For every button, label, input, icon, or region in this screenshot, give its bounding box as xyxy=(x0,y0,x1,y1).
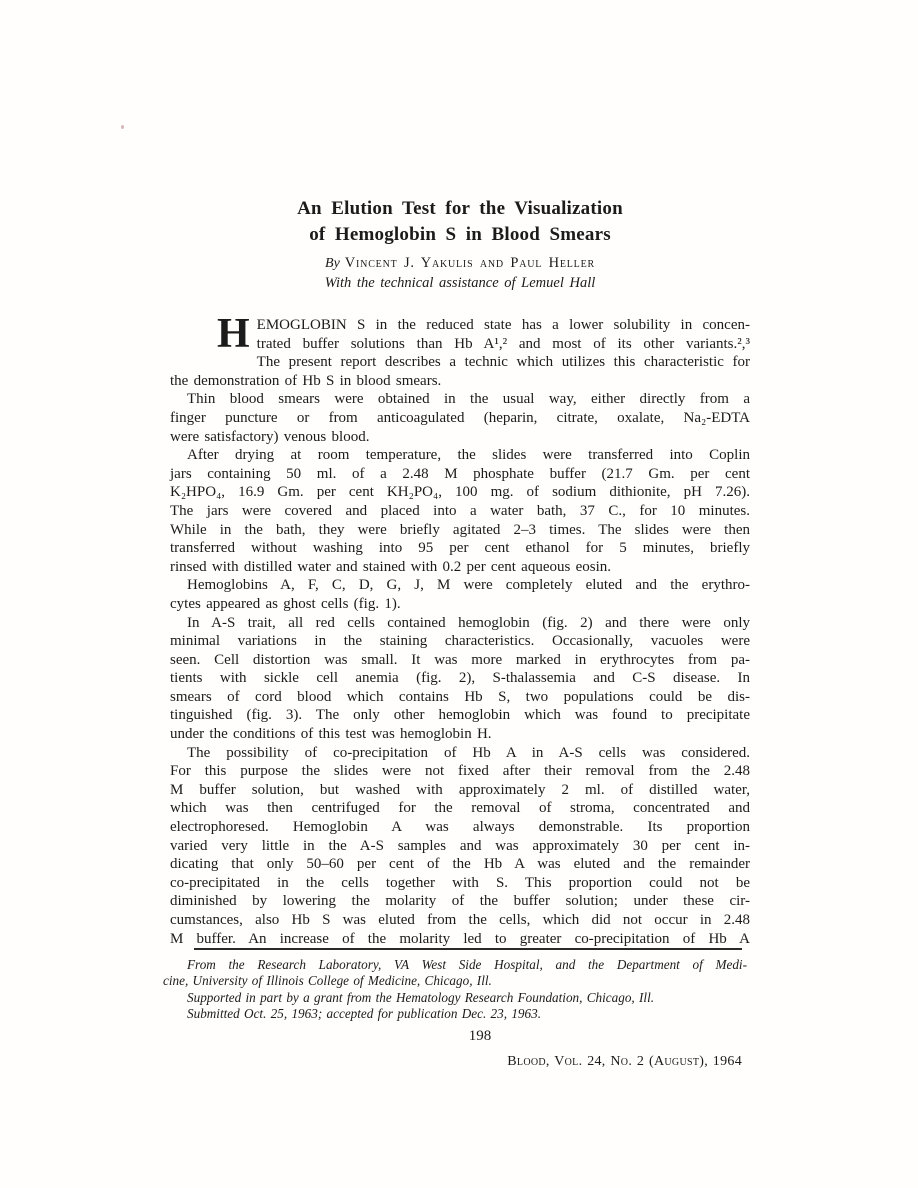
paragraph xyxy=(170,446,750,576)
page-number: 198 xyxy=(468,1028,492,1044)
text-line: rinsed with distilled water and stained with 0.2 per cent aqueous eosin. xyxy=(170,558,611,575)
footnote-divider-rule xyxy=(194,948,742,950)
footnote xyxy=(163,957,747,1022)
text-line: under the conditions of this test was hemoglobin H. xyxy=(170,726,492,743)
journal-citation: Blood, Vol. 24, No. 2 (August), 1964 xyxy=(507,1054,742,1069)
text-line: the demonstration of Hb S in blood smears. xyxy=(170,372,442,389)
article-title xyxy=(169,196,751,248)
paragraph xyxy=(163,990,747,1006)
paragraph xyxy=(170,614,750,744)
text-line: dicating that only 50–60 per cent of the Hb A was eluted and the remainder xyxy=(170,856,750,873)
byline-authors: Vincent J. Yakulis and Paul Heller xyxy=(344,255,595,271)
text-line: Supported in part by a grant from the Hematology Research Foundation, Chicago, Ill. xyxy=(187,989,655,1005)
article-title-line1: An Elution Test for the Visualization xyxy=(297,198,623,219)
paragraph xyxy=(170,311,750,390)
text-line: After drying at room temperature, the slides were transferred into Coplin xyxy=(187,447,750,464)
text-line: Submitted Oct. 25, 1963; accepted for publication Dec. 23, 1963. xyxy=(187,1005,542,1021)
paragraph xyxy=(170,744,750,949)
text-line: The possibility of co-precipitation of Hb A in A-S cells was considered. xyxy=(187,744,750,761)
text-line: diminished by lowering the molarity of the buffer solution; under these cir- xyxy=(170,893,750,910)
text-line: cumstances, also Hb S was eluted from the cells, which did not occur in 2.48 xyxy=(170,912,750,928)
text-line: finger puncture or from anticoagulated (heparin, citrate, oxalate, Na₂-EDTA xyxy=(170,409,750,426)
text-line: trated buffer solutions than Hb A¹,² and most of its other variants.²,³ xyxy=(256,335,750,352)
text-line: jars containing 50 ml. of a 2.48 M phosphate buffer (21.7 Gm. per cent xyxy=(170,465,750,482)
text-line: M buffer. An increase of the molarity led to greater co-precipitation of Hb A xyxy=(170,930,750,947)
paragraph xyxy=(170,576,750,613)
text-line: which was then centrifuged for the removal of stroma, concentrated and xyxy=(170,800,750,817)
byline xyxy=(169,255,751,272)
text-line: cine, University of Illinois College of Medicine, Chicago, Ill. xyxy=(163,973,492,989)
text-line: The jars were covered and placed into a water bath, 37 C., for 10 minutes. xyxy=(170,502,750,519)
article-title-line2: of Hemoglobin S in Blood Smears xyxy=(309,224,611,245)
text-line: smears of cord blood which contains Hb S, two populations could be dis- xyxy=(170,688,750,705)
paragraph xyxy=(170,390,750,446)
text-line: From the Research Laboratory, VA West Side Hospital, and the Department of Medi- xyxy=(187,957,747,972)
byline-prefix: By xyxy=(325,256,340,271)
text-line: K₂HPO₄, 16.9 Gm. per cent KH₂PO₄, 100 mg. of sodium dithionite, pH 7.26). xyxy=(170,484,750,501)
text-line: co-precipitated in the cells together with S. This proportion could not be xyxy=(170,874,750,891)
text-line: seen. Cell distortion was small. It was more marked in erythrocytes from pa- xyxy=(170,651,750,668)
text-line: For this purpose the slides were not fixed after their removal from the 2.48 xyxy=(170,763,750,780)
text-line: The present report describes a technic which utilizes this characteristic for xyxy=(256,354,750,371)
text-line: transferred without washing into 95 per cent ethanol for 5 minutes, briefly xyxy=(170,540,750,557)
drop-cap: H xyxy=(217,311,250,357)
text-line: varied very little in the A-S samples and was approximately 30 per cent in- xyxy=(170,837,750,854)
paragraph xyxy=(163,957,747,990)
text-line: tients with sickle cell anemia (fig. 2), S-thalassemia and C-S disease. In xyxy=(170,670,750,687)
text-line: While in the bath, they were briefly agitated 2–3 times. The slides were then xyxy=(170,521,750,538)
text-line: minimal variations in the staining characteristics. Occasionally, vacuoles were xyxy=(170,633,750,650)
text-line: Hemoglobins A, F, C, D, G, J, M were completely eluted and the erythro- xyxy=(187,577,750,594)
text-line: Thin blood smears were obtained in the usual way, either directly from a xyxy=(187,391,750,408)
paragraph xyxy=(163,1006,747,1022)
text-line: cytes appeared as ghost cells (fig. 1). xyxy=(170,595,401,612)
byline-assistance: With the technical assistance of Lemuel Hall xyxy=(324,275,596,291)
article-body xyxy=(170,311,750,948)
text-line: EMOGLOBIN S in the reduced state has a lower solubility in concen- xyxy=(256,317,750,333)
text-line: tinguished (fig. 3). The only other hemoglobin which was found to precipitate xyxy=(170,707,750,724)
text-line: M buffer solution, but washed with approximately 2 ml. of distilled water, xyxy=(170,781,750,798)
text-line: were satisfactory) venous blood. xyxy=(170,428,370,445)
text-line: electrophoresed. Hemoglobin A was always demonstrable. Its proportion xyxy=(170,819,750,836)
scan-artifact-speck xyxy=(121,125,124,129)
text-line: In A-S trait, all red cells contained hemoglobin (fig. 2) and there were only xyxy=(187,614,750,631)
